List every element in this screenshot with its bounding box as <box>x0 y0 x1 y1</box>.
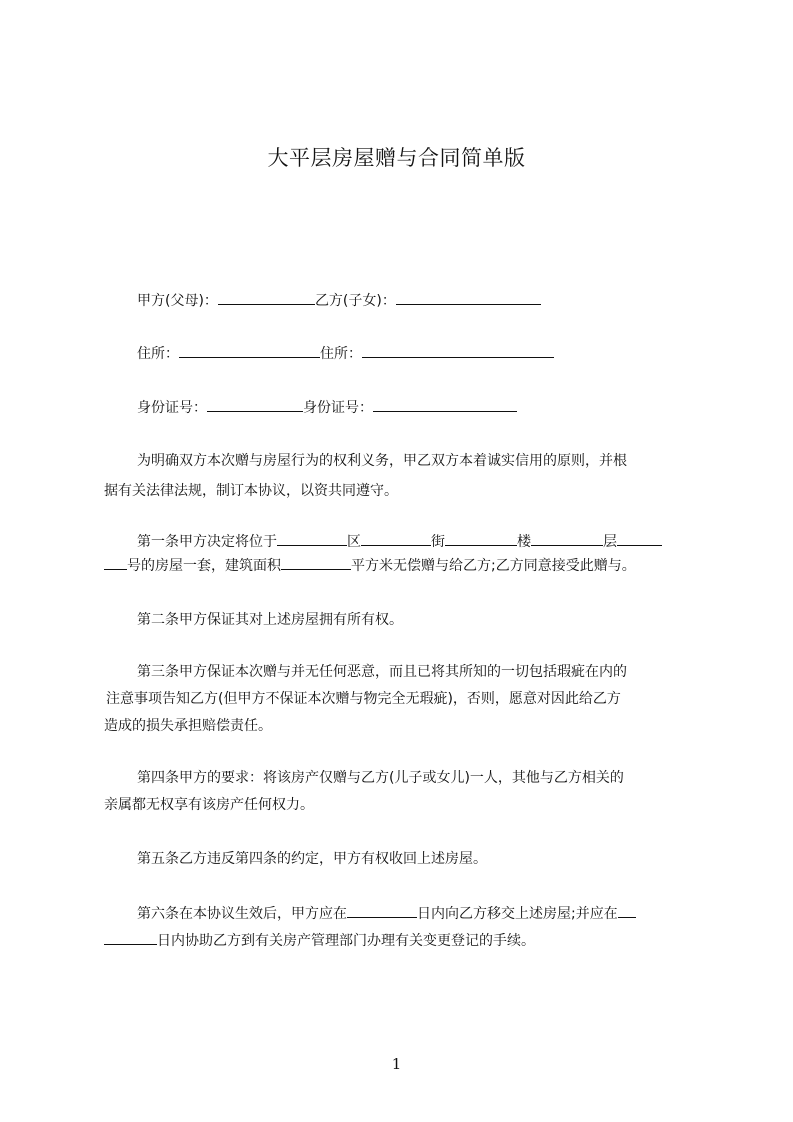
number-blank-part-1 <box>617 531 662 546</box>
article-6-line-1 <box>137 903 636 924</box>
article-3-line-3: 造成的损失承担赔偿责任。 <box>104 718 272 734</box>
party-b-label: 乙方(子女)： <box>314 293 396 309</box>
article-4-line-1: 第四条甲方的要求：将该房产仅赠与乙方(儿子或女儿)一人，其他与乙方相关的 <box>137 770 624 786</box>
article-1-area-suffix: 平方米无偿赠与给乙方;乙方同意接受此赠与。 <box>351 558 636 574</box>
address-b-blank <box>362 343 554 358</box>
page-number: 1 <box>391 1055 402 1073</box>
article-1-line-2 <box>104 555 636 576</box>
address-b-label: 住所： <box>320 346 362 362</box>
id-b-blank <box>373 397 517 412</box>
preamble-line-1: 为明确双方本次赠与房屋行为的权利义务，甲乙双方本着诚实信用的原则，并根 <box>137 453 627 469</box>
article-6-suffix: 日内协助乙方到有关房产管理部门办理有关变更登记的手续。 <box>157 933 535 949</box>
party-a-blank <box>218 290 315 305</box>
district-label: 区 <box>347 534 361 550</box>
district-blank <box>277 531 347 546</box>
number-blank-part-2 <box>104 555 127 570</box>
article-1-number-suffix: 号的房屋一套，建筑面积 <box>127 558 281 574</box>
id-b-label: 身份证号： <box>303 400 373 416</box>
article-3-line-2: 注意事项告知乙方(但甲方不保证本次赠与物完全无瑕疵)，否则，愿意对因此给乙方 <box>106 691 621 707</box>
address-a-blank <box>179 343 320 358</box>
preamble-line-2: 据有关法律法规，制订本协议，以资共同遵守。 <box>104 483 398 499</box>
party-a-label: 甲方(父母)： <box>137 293 218 309</box>
article-6-prefix: 第六条在本协议生效后，甲方应在 <box>137 906 347 922</box>
registration-days-blank-part-1 <box>618 903 636 918</box>
article-2: 第二条甲方保证其对上述房屋拥有所有权。 <box>137 612 403 628</box>
id-a-blank <box>207 397 303 412</box>
handover-days-blank <box>347 903 417 918</box>
party-line <box>137 290 541 311</box>
id-line <box>137 397 517 418</box>
registration-days-blank-part-2 <box>104 930 157 945</box>
article-1-prefix: 第一条甲方决定将位于 <box>137 534 277 550</box>
party-b-blank <box>396 290 541 305</box>
article-6-mid: 日内向乙方移交上述房屋;并应在 <box>417 906 618 922</box>
article-5: 第五条乙方违反第四条的约定，甲方有权收回上述房屋。 <box>137 851 487 867</box>
area-blank <box>281 555 351 570</box>
building-blank <box>445 531 517 546</box>
address-line <box>137 343 554 364</box>
floor-blank <box>531 531 603 546</box>
address-a-label: 住所： <box>137 346 179 362</box>
floor-label: 层 <box>603 534 617 550</box>
article-3-line-1: 第三条甲方保证本次赠与并无任何恶意，而且已将其所知的一切包括瑕疵在内的 <box>137 664 627 680</box>
street-label: 街 <box>431 534 445 550</box>
article-4-line-2: 亲属都无权享有该房产任何权力。 <box>104 797 314 813</box>
article-1-line-1 <box>137 531 662 552</box>
page-title: 大平层房屋赠与合同简单版 <box>267 146 526 170</box>
id-a-label: 身份证号： <box>137 400 207 416</box>
street-blank <box>361 531 431 546</box>
building-label: 楼 <box>517 534 531 550</box>
article-6-line-2 <box>104 930 535 951</box>
